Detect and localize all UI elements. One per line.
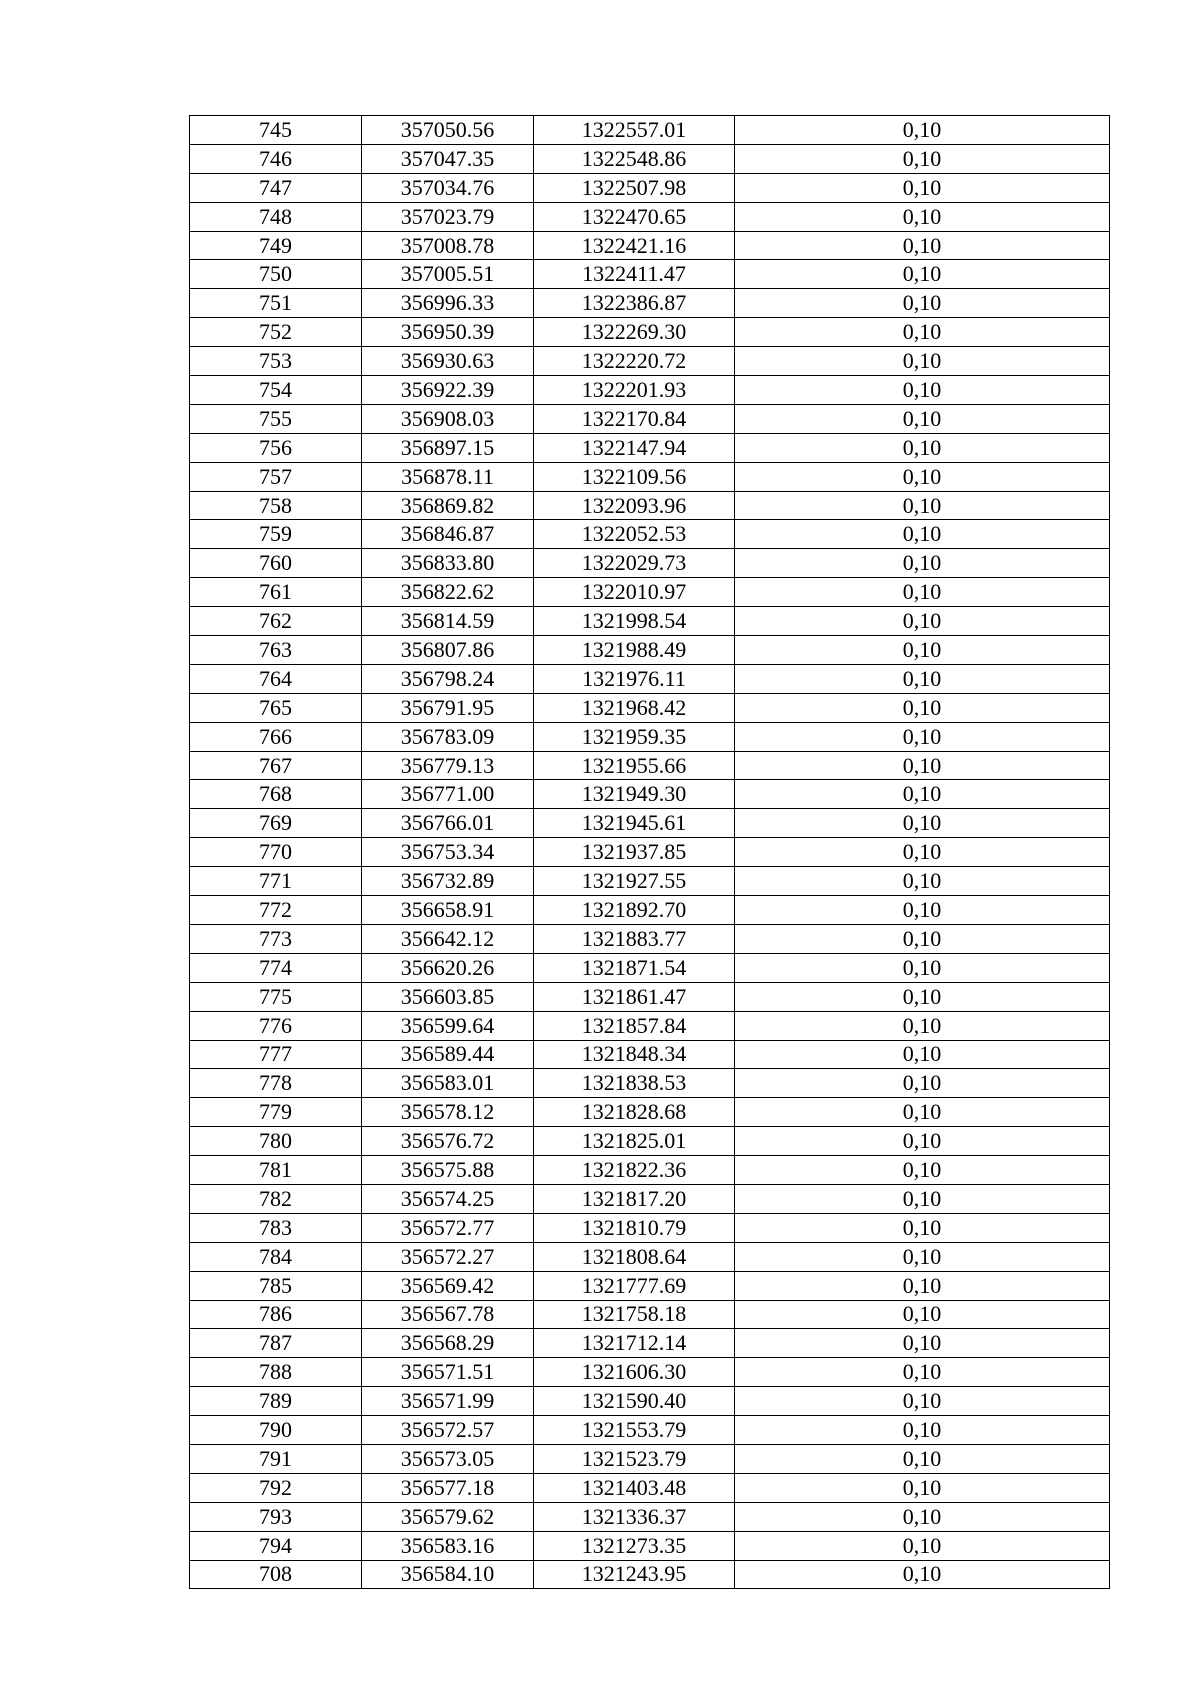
table-row xyxy=(190,1011,1110,1040)
x-coordinate-cell: 356771.00 xyxy=(362,780,534,809)
point-number-cell: 793 xyxy=(190,1502,362,1531)
table-row xyxy=(190,116,1110,145)
y-coordinate-cell: 1322201.93 xyxy=(534,376,735,405)
point-number-cell: 784 xyxy=(190,1242,362,1271)
y-coordinate-cell: 1321828.68 xyxy=(534,1098,735,1127)
x-coordinate-cell: 356579.62 xyxy=(362,1502,534,1531)
table-row xyxy=(190,462,1110,491)
value-cell: 0,10 xyxy=(735,636,1110,665)
point-number-cell: 769 xyxy=(190,809,362,838)
y-coordinate-cell: 1322109.56 xyxy=(534,462,735,491)
y-coordinate-cell: 1321243.95 xyxy=(534,1560,735,1589)
table-row xyxy=(190,1387,1110,1416)
x-coordinate-cell: 356732.89 xyxy=(362,867,534,896)
y-coordinate-cell: 1322470.65 xyxy=(534,202,735,231)
x-coordinate-cell: 356950.39 xyxy=(362,318,534,347)
y-coordinate-cell: 1321861.47 xyxy=(534,982,735,1011)
point-number-cell: 765 xyxy=(190,693,362,722)
point-number-cell: 751 xyxy=(190,289,362,318)
table-row xyxy=(190,231,1110,260)
y-coordinate-cell: 1321810.79 xyxy=(534,1213,735,1242)
y-coordinate-cell: 1321848.34 xyxy=(534,1040,735,1069)
y-coordinate-cell: 1321553.79 xyxy=(534,1416,735,1445)
x-coordinate-cell: 356603.85 xyxy=(362,982,534,1011)
value-cell: 0,10 xyxy=(735,376,1110,405)
y-coordinate-cell: 1321777.69 xyxy=(534,1271,735,1300)
x-coordinate-cell: 356791.95 xyxy=(362,693,534,722)
table-row xyxy=(190,664,1110,693)
x-coordinate-cell: 356568.29 xyxy=(362,1329,534,1358)
point-number-cell: 773 xyxy=(190,924,362,953)
value-cell: 0,10 xyxy=(735,607,1110,636)
y-coordinate-cell: 1321976.11 xyxy=(534,664,735,693)
value-cell: 0,10 xyxy=(735,462,1110,491)
y-coordinate-cell: 1321825.01 xyxy=(534,1127,735,1156)
y-coordinate-cell: 1322093.96 xyxy=(534,491,735,520)
y-coordinate-cell: 1321838.53 xyxy=(534,1069,735,1098)
value-cell: 0,10 xyxy=(735,809,1110,838)
point-number-cell: 754 xyxy=(190,376,362,405)
point-number-cell: 790 xyxy=(190,1416,362,1445)
x-coordinate-cell: 356807.86 xyxy=(362,636,534,665)
table-row xyxy=(190,202,1110,231)
table-row xyxy=(190,780,1110,809)
x-coordinate-cell: 356779.13 xyxy=(362,751,534,780)
point-number-cell: 759 xyxy=(190,520,362,549)
y-coordinate-cell: 1322421.16 xyxy=(534,231,735,260)
y-coordinate-cell: 1321949.30 xyxy=(534,780,735,809)
point-number-cell: 760 xyxy=(190,549,362,578)
table-row xyxy=(190,520,1110,549)
point-number-cell: 761 xyxy=(190,578,362,607)
point-number-cell: 755 xyxy=(190,404,362,433)
value-cell: 0,10 xyxy=(735,202,1110,231)
y-coordinate-cell: 1322010.97 xyxy=(534,578,735,607)
x-coordinate-cell: 356576.72 xyxy=(362,1127,534,1156)
point-number-cell: 775 xyxy=(190,982,362,1011)
point-number-cell: 772 xyxy=(190,896,362,925)
value-cell: 0,10 xyxy=(735,1156,1110,1185)
table-row xyxy=(190,1184,1110,1213)
value-cell: 0,10 xyxy=(735,924,1110,953)
value-cell: 0,10 xyxy=(735,1184,1110,1213)
y-coordinate-cell: 1321808.64 xyxy=(534,1242,735,1271)
table-row xyxy=(190,636,1110,665)
value-cell: 0,10 xyxy=(735,1213,1110,1242)
table-row xyxy=(190,751,1110,780)
y-coordinate-cell: 1321403.48 xyxy=(534,1473,735,1502)
value-cell: 0,10 xyxy=(735,722,1110,751)
value-cell: 0,10 xyxy=(735,347,1110,376)
y-coordinate-cell: 1321988.49 xyxy=(534,636,735,665)
x-coordinate-cell: 356642.12 xyxy=(362,924,534,953)
point-number-cell: 752 xyxy=(190,318,362,347)
table-row xyxy=(190,1329,1110,1358)
value-cell: 0,10 xyxy=(735,1069,1110,1098)
table-row xyxy=(190,1069,1110,1098)
y-coordinate-cell: 1322548.86 xyxy=(534,144,735,173)
point-number-cell: 745 xyxy=(190,116,362,145)
value-cell: 0,10 xyxy=(735,693,1110,722)
x-coordinate-cell: 356583.01 xyxy=(362,1069,534,1098)
value-cell: 0,10 xyxy=(735,1329,1110,1358)
value-cell: 0,10 xyxy=(735,953,1110,982)
x-coordinate-cell: 356583.16 xyxy=(362,1531,534,1560)
table-row xyxy=(190,607,1110,636)
point-number-cell: 750 xyxy=(190,260,362,289)
table-row xyxy=(190,318,1110,347)
x-coordinate-cell: 356572.27 xyxy=(362,1242,534,1271)
value-cell: 0,10 xyxy=(735,1242,1110,1271)
x-coordinate-cell: 356575.88 xyxy=(362,1156,534,1185)
table-row xyxy=(190,867,1110,896)
table-row xyxy=(190,1300,1110,1329)
x-coordinate-cell: 356753.34 xyxy=(362,838,534,867)
point-number-cell: 780 xyxy=(190,1127,362,1156)
y-coordinate-cell: 1322052.53 xyxy=(534,520,735,549)
x-coordinate-cell: 357005.51 xyxy=(362,260,534,289)
value-cell: 0,10 xyxy=(735,1300,1110,1329)
point-number-cell: 774 xyxy=(190,953,362,982)
point-number-cell: 766 xyxy=(190,722,362,751)
point-number-cell: 756 xyxy=(190,433,362,462)
y-coordinate-cell: 1322029.73 xyxy=(534,549,735,578)
x-coordinate-cell: 357047.35 xyxy=(362,144,534,173)
value-cell: 0,10 xyxy=(735,1271,1110,1300)
value-cell: 0,10 xyxy=(735,780,1110,809)
value-cell: 0,10 xyxy=(735,144,1110,173)
value-cell: 0,10 xyxy=(735,1531,1110,1560)
table-row xyxy=(190,1127,1110,1156)
x-coordinate-cell: 356878.11 xyxy=(362,462,534,491)
value-cell: 0,10 xyxy=(735,1098,1110,1127)
point-number-cell: 782 xyxy=(190,1184,362,1213)
coordinate-table-body xyxy=(190,116,1110,1589)
table-row xyxy=(190,491,1110,520)
x-coordinate-cell: 356897.15 xyxy=(362,433,534,462)
point-number-cell: 792 xyxy=(190,1473,362,1502)
x-coordinate-cell: 356658.91 xyxy=(362,896,534,925)
table-row xyxy=(190,578,1110,607)
table-row xyxy=(190,982,1110,1011)
value-cell: 0,10 xyxy=(735,751,1110,780)
x-coordinate-cell: 356578.12 xyxy=(362,1098,534,1127)
value-cell: 0,10 xyxy=(735,289,1110,318)
table-row xyxy=(190,347,1110,376)
value-cell: 0,10 xyxy=(735,1502,1110,1531)
point-number-cell: 788 xyxy=(190,1358,362,1387)
point-number-cell: 794 xyxy=(190,1531,362,1560)
table-row xyxy=(190,173,1110,202)
y-coordinate-cell: 1321336.37 xyxy=(534,1502,735,1531)
point-number-cell: 777 xyxy=(190,1040,362,1069)
y-coordinate-cell: 1321937.85 xyxy=(534,838,735,867)
x-coordinate-cell: 356571.99 xyxy=(362,1387,534,1416)
point-number-cell: 785 xyxy=(190,1271,362,1300)
x-coordinate-cell: 357050.56 xyxy=(362,116,534,145)
point-number-cell: 786 xyxy=(190,1300,362,1329)
x-coordinate-cell: 356766.01 xyxy=(362,809,534,838)
x-coordinate-cell: 356573.05 xyxy=(362,1444,534,1473)
point-number-cell: 763 xyxy=(190,636,362,665)
x-coordinate-cell: 357023.79 xyxy=(362,202,534,231)
point-number-cell: 747 xyxy=(190,173,362,202)
x-coordinate-cell: 356814.59 xyxy=(362,607,534,636)
value-cell: 0,10 xyxy=(735,231,1110,260)
point-number-cell: 762 xyxy=(190,607,362,636)
table-row xyxy=(190,722,1110,751)
point-number-cell: 753 xyxy=(190,347,362,376)
table-row xyxy=(190,896,1110,925)
table-row xyxy=(190,1416,1110,1445)
x-coordinate-cell: 356996.33 xyxy=(362,289,534,318)
table-row xyxy=(190,1444,1110,1473)
point-number-cell: 771 xyxy=(190,867,362,896)
point-number-cell: 767 xyxy=(190,751,362,780)
table-row xyxy=(190,1098,1110,1127)
y-coordinate-cell: 1321590.40 xyxy=(534,1387,735,1416)
y-coordinate-cell: 1321945.61 xyxy=(534,809,735,838)
table-row xyxy=(190,260,1110,289)
table-row xyxy=(190,1358,1110,1387)
table-row xyxy=(190,838,1110,867)
x-coordinate-cell: 356599.64 xyxy=(362,1011,534,1040)
y-coordinate-cell: 1322269.30 xyxy=(534,318,735,347)
point-number-cell: 758 xyxy=(190,491,362,520)
table-row xyxy=(190,953,1110,982)
value-cell: 0,10 xyxy=(735,1473,1110,1502)
table-row xyxy=(190,1502,1110,1531)
y-coordinate-cell: 1321857.84 xyxy=(534,1011,735,1040)
value-cell: 0,10 xyxy=(735,404,1110,433)
table-row xyxy=(190,1473,1110,1502)
y-coordinate-cell: 1322507.98 xyxy=(534,173,735,202)
value-cell: 0,10 xyxy=(735,664,1110,693)
table-row xyxy=(190,1560,1110,1589)
x-coordinate-cell: 356922.39 xyxy=(362,376,534,405)
table-row xyxy=(190,404,1110,433)
table-row xyxy=(190,693,1110,722)
table-row xyxy=(190,924,1110,953)
point-number-cell: 789 xyxy=(190,1387,362,1416)
y-coordinate-cell: 1322386.87 xyxy=(534,289,735,318)
point-number-cell: 768 xyxy=(190,780,362,809)
table-row xyxy=(190,1213,1110,1242)
point-number-cell: 791 xyxy=(190,1444,362,1473)
point-number-cell: 746 xyxy=(190,144,362,173)
x-coordinate-cell: 356798.24 xyxy=(362,664,534,693)
x-coordinate-cell: 356930.63 xyxy=(362,347,534,376)
x-coordinate-cell: 356833.80 xyxy=(362,549,534,578)
value-cell: 0,10 xyxy=(735,116,1110,145)
x-coordinate-cell: 356822.62 xyxy=(362,578,534,607)
x-coordinate-cell: 356908.03 xyxy=(362,404,534,433)
x-coordinate-cell: 356846.87 xyxy=(362,520,534,549)
x-coordinate-cell: 356589.44 xyxy=(362,1040,534,1069)
y-coordinate-cell: 1322147.94 xyxy=(534,433,735,462)
y-coordinate-cell: 1321817.20 xyxy=(534,1184,735,1213)
value-cell: 0,10 xyxy=(735,433,1110,462)
table-row xyxy=(190,549,1110,578)
point-number-cell: 764 xyxy=(190,664,362,693)
point-number-cell: 787 xyxy=(190,1329,362,1358)
point-number-cell: 708 xyxy=(190,1560,362,1589)
x-coordinate-cell: 356567.78 xyxy=(362,1300,534,1329)
table-row xyxy=(190,433,1110,462)
y-coordinate-cell: 1321892.70 xyxy=(534,896,735,925)
value-cell: 0,10 xyxy=(735,838,1110,867)
value-cell: 0,10 xyxy=(735,1560,1110,1589)
y-coordinate-cell: 1321998.54 xyxy=(534,607,735,636)
y-coordinate-cell: 1321523.79 xyxy=(534,1444,735,1473)
value-cell: 0,10 xyxy=(735,260,1110,289)
value-cell: 0,10 xyxy=(735,1011,1110,1040)
value-cell: 0,10 xyxy=(735,1358,1110,1387)
x-coordinate-cell: 356577.18 xyxy=(362,1473,534,1502)
y-coordinate-cell: 1322220.72 xyxy=(534,347,735,376)
value-cell: 0,10 xyxy=(735,1127,1110,1156)
x-coordinate-cell: 356584.10 xyxy=(362,1560,534,1589)
table-row xyxy=(190,289,1110,318)
value-cell: 0,10 xyxy=(735,520,1110,549)
x-coordinate-cell: 356572.77 xyxy=(362,1213,534,1242)
value-cell: 0,10 xyxy=(735,896,1110,925)
value-cell: 0,10 xyxy=(735,491,1110,520)
value-cell: 0,10 xyxy=(735,1416,1110,1445)
y-coordinate-cell: 1321959.35 xyxy=(534,722,735,751)
table-row xyxy=(190,809,1110,838)
point-number-cell: 781 xyxy=(190,1156,362,1185)
point-number-cell: 783 xyxy=(190,1213,362,1242)
point-number-cell: 757 xyxy=(190,462,362,491)
y-coordinate-cell: 1321968.42 xyxy=(534,693,735,722)
point-number-cell: 779 xyxy=(190,1098,362,1127)
x-coordinate-cell: 357034.76 xyxy=(362,173,534,202)
table-row xyxy=(190,1040,1110,1069)
value-cell: 0,10 xyxy=(735,1040,1110,1069)
y-coordinate-cell: 1321927.55 xyxy=(534,867,735,896)
y-coordinate-cell: 1322411.47 xyxy=(534,260,735,289)
x-coordinate-cell: 356572.57 xyxy=(362,1416,534,1445)
value-cell: 0,10 xyxy=(735,549,1110,578)
x-coordinate-cell: 356571.51 xyxy=(362,1358,534,1387)
y-coordinate-cell: 1322170.84 xyxy=(534,404,735,433)
x-coordinate-cell: 356569.42 xyxy=(362,1271,534,1300)
y-coordinate-cell: 1321883.77 xyxy=(534,924,735,953)
value-cell: 0,10 xyxy=(735,982,1110,1011)
y-coordinate-cell: 1321758.18 xyxy=(534,1300,735,1329)
table-row xyxy=(190,1242,1110,1271)
y-coordinate-cell: 1321606.30 xyxy=(534,1358,735,1387)
table-row xyxy=(190,1271,1110,1300)
x-coordinate-cell: 356869.82 xyxy=(362,491,534,520)
y-coordinate-cell: 1321955.66 xyxy=(534,751,735,780)
y-coordinate-cell: 1321712.14 xyxy=(534,1329,735,1358)
value-cell: 0,10 xyxy=(735,318,1110,347)
value-cell: 0,10 xyxy=(735,173,1110,202)
y-coordinate-cell: 1321822.36 xyxy=(534,1156,735,1185)
point-number-cell: 778 xyxy=(190,1069,362,1098)
value-cell: 0,10 xyxy=(735,1387,1110,1416)
point-number-cell: 770 xyxy=(190,838,362,867)
coordinate-table xyxy=(189,115,1110,1589)
y-coordinate-cell: 1321273.35 xyxy=(534,1531,735,1560)
table-row xyxy=(190,1531,1110,1560)
value-cell: 0,10 xyxy=(735,578,1110,607)
point-number-cell: 748 xyxy=(190,202,362,231)
point-number-cell: 749 xyxy=(190,231,362,260)
table-row xyxy=(190,1156,1110,1185)
table-row xyxy=(190,376,1110,405)
x-coordinate-cell: 356574.25 xyxy=(362,1184,534,1213)
x-coordinate-cell: 356620.26 xyxy=(362,953,534,982)
y-coordinate-cell: 1321871.54 xyxy=(534,953,735,982)
x-coordinate-cell: 356783.09 xyxy=(362,722,534,751)
x-coordinate-cell: 357008.78 xyxy=(362,231,534,260)
table-row xyxy=(190,144,1110,173)
y-coordinate-cell: 1322557.01 xyxy=(534,116,735,145)
point-number-cell: 776 xyxy=(190,1011,362,1040)
value-cell: 0,10 xyxy=(735,1444,1110,1473)
value-cell: 0,10 xyxy=(735,867,1110,896)
